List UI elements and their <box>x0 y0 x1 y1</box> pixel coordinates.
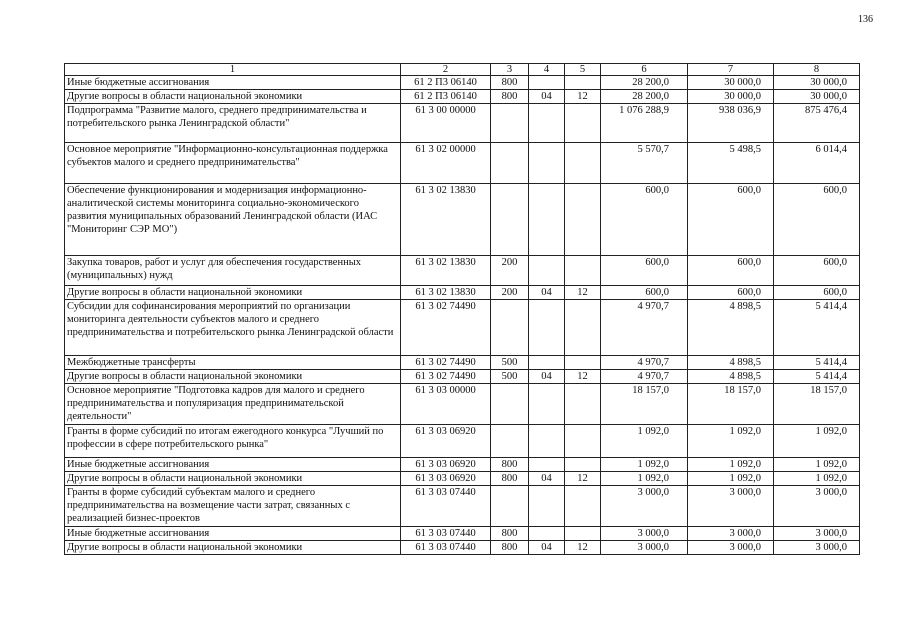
row-code-cell: 61 3 03 07440 <box>401 541 491 555</box>
row-value8-cell: 600,0 <box>774 286 860 300</box>
row-code-cell: 61 2 П3 06140 <box>401 90 491 104</box>
row-vr-cell: 800 <box>491 458 529 472</box>
row-rz-cell <box>529 76 565 90</box>
row-value6-cell: 1 076 288,9 <box>601 104 688 143</box>
row-value6-cell: 4 970,7 <box>601 300 688 356</box>
row-value8-cell: 5 414,4 <box>774 370 860 384</box>
row-code-cell: 61 3 02 13830 <box>401 256 491 286</box>
page-number: 136 <box>858 14 873 25</box>
row-pr-cell <box>565 76 601 90</box>
row-vr-cell <box>491 384 529 425</box>
row-name-cell: Обеспечение функционирования и модернизация информационно-аналитической системы мониторинга социально-экономического развития муниципальных образований Ленинградской области (ИАС "Мониторинг СЭР МО") <box>65 184 401 256</box>
row-rz-cell <box>529 256 565 286</box>
row-value6-cell: 28 200,0 <box>601 76 688 90</box>
row-value6-cell: 4 970,7 <box>601 370 688 384</box>
row-value8-cell: 1 092,0 <box>774 425 860 458</box>
row-value7-cell: 3 000,0 <box>688 541 774 555</box>
table-row <box>65 425 860 458</box>
row-value7-cell: 4 898,5 <box>688 356 774 370</box>
row-value7-cell: 600,0 <box>688 256 774 286</box>
row-rz-cell: 04 <box>529 472 565 486</box>
row-name-cell: Субсидии для софинансирования мероприятий по организации мониторинга деятельности субъектов малого и среднего предпринимательства и потребительского рынка Ленинградской области <box>65 300 401 356</box>
table-row <box>65 104 860 143</box>
row-rz-cell: 04 <box>529 286 565 300</box>
row-rz-cell <box>529 143 565 184</box>
row-rz-cell: 04 <box>529 541 565 555</box>
row-vr-cell: 500 <box>491 370 529 384</box>
row-name-cell: Другие вопросы в области национальной экономики <box>65 541 401 555</box>
header-cell: 7 <box>688 64 774 76</box>
table-row <box>65 356 860 370</box>
row-pr-cell: 12 <box>565 472 601 486</box>
table-row <box>65 541 860 555</box>
row-vr-cell <box>491 143 529 184</box>
row-code-cell: 61 3 02 13830 <box>401 286 491 300</box>
row-vr-cell: 800 <box>491 90 529 104</box>
row-value7-cell: 18 157,0 <box>688 384 774 425</box>
row-vr-cell <box>491 300 529 356</box>
row-name-cell: Другие вопросы в области национальной экономики <box>65 370 401 384</box>
header-cell: 4 <box>529 64 565 76</box>
row-value8-cell: 5 414,4 <box>774 300 860 356</box>
row-value8-cell: 6 014,4 <box>774 143 860 184</box>
row-value7-cell: 1 092,0 <box>688 425 774 458</box>
row-pr-cell <box>565 104 601 143</box>
row-code-cell: 61 3 02 13830 <box>401 184 491 256</box>
row-vr-cell: 800 <box>491 76 529 90</box>
row-rz-cell <box>529 300 565 356</box>
row-code-cell: 61 3 03 06920 <box>401 425 491 458</box>
row-pr-cell <box>565 425 601 458</box>
row-value6-cell: 1 092,0 <box>601 458 688 472</box>
row-vr-cell: 800 <box>491 527 529 541</box>
header-cell: 1 <box>65 64 401 76</box>
row-value6-cell: 3 000,0 <box>601 486 688 527</box>
row-name-cell: Иные бюджетные ассигнования <box>65 458 401 472</box>
row-rz-cell <box>529 425 565 458</box>
row-value6-cell: 28 200,0 <box>601 90 688 104</box>
row-value8-cell: 600,0 <box>774 184 860 256</box>
row-vr-cell <box>491 486 529 527</box>
row-value8-cell: 3 000,0 <box>774 541 860 555</box>
row-value7-cell: 600,0 <box>688 184 774 256</box>
row-value7-cell: 938 036,9 <box>688 104 774 143</box>
row-name-cell: Гранты в форме субсидий по итогам ежегодного конкурса "Лучший по профессии в сфере потребительского рынка" <box>65 425 401 458</box>
row-code-cell: 61 3 03 06920 <box>401 458 491 472</box>
row-code-cell: 61 3 02 00000 <box>401 143 491 184</box>
row-value8-cell: 1 092,0 <box>774 458 860 472</box>
row-value6-cell: 3 000,0 <box>601 527 688 541</box>
row-pr-cell <box>565 256 601 286</box>
row-vr-cell: 800 <box>491 541 529 555</box>
row-name-cell: Основное мероприятие "Подготовка кадров для малого и среднего предпринимательства и популяризация предпринимательской деятельности" <box>65 384 401 425</box>
row-value6-cell: 3 000,0 <box>601 541 688 555</box>
row-rz-cell <box>529 486 565 527</box>
row-rz-cell <box>529 356 565 370</box>
row-value8-cell: 5 414,4 <box>774 356 860 370</box>
row-value6-cell: 4 970,7 <box>601 356 688 370</box>
table-row <box>65 472 860 486</box>
header-cell: 5 <box>565 64 601 76</box>
row-name-cell: Иные бюджетные ассигнования <box>65 527 401 541</box>
row-value8-cell: 30 000,0 <box>774 76 860 90</box>
row-value7-cell: 5 498,5 <box>688 143 774 184</box>
row-code-cell: 61 3 03 00000 <box>401 384 491 425</box>
row-rz-cell <box>529 184 565 256</box>
table-row <box>65 76 860 90</box>
table-row <box>65 90 860 104</box>
row-vr-cell: 800 <box>491 472 529 486</box>
row-value8-cell: 3 000,0 <box>774 486 860 527</box>
row-value6-cell: 5 570,7 <box>601 143 688 184</box>
row-vr-cell: 200 <box>491 286 529 300</box>
row-code-cell: 61 3 00 00000 <box>401 104 491 143</box>
row-code-cell: 61 3 02 74490 <box>401 356 491 370</box>
row-value7-cell: 1 092,0 <box>688 458 774 472</box>
row-value7-cell: 3 000,0 <box>688 486 774 527</box>
row-rz-cell: 04 <box>529 370 565 384</box>
row-code-cell: 61 2 П3 06140 <box>401 76 491 90</box>
header-cell: 6 <box>601 64 688 76</box>
table-row <box>65 370 860 384</box>
row-value8-cell: 3 000,0 <box>774 527 860 541</box>
row-pr-cell: 12 <box>565 370 601 384</box>
row-pr-cell <box>565 143 601 184</box>
row-value6-cell: 600,0 <box>601 256 688 286</box>
row-value7-cell: 1 092,0 <box>688 472 774 486</box>
row-value8-cell: 1 092,0 <box>774 472 860 486</box>
row-value6-cell: 18 157,0 <box>601 384 688 425</box>
row-value7-cell: 30 000,0 <box>688 76 774 90</box>
row-name-cell: Основное мероприятие "Информационно-консультационная поддержка субъектов малого и среднего предпринимательства" <box>65 143 401 184</box>
row-name-cell: Межбюджетные трансферты <box>65 356 401 370</box>
row-value6-cell: 600,0 <box>601 286 688 300</box>
row-rz-cell <box>529 384 565 425</box>
row-value6-cell: 600,0 <box>601 184 688 256</box>
row-vr-cell: 500 <box>491 356 529 370</box>
row-vr-cell <box>491 425 529 458</box>
row-name-cell: Подпрограмма "Развитие малого, среднего предпринимательства и потребительского рынка Ленинградской области" <box>65 104 401 143</box>
row-vr-cell <box>491 184 529 256</box>
row-name-cell: Другие вопросы в области национальной экономики <box>65 286 401 300</box>
table-row <box>65 184 860 256</box>
row-pr-cell: 12 <box>565 90 601 104</box>
row-pr-cell <box>565 356 601 370</box>
row-value7-cell: 4 898,5 <box>688 300 774 356</box>
header-row <box>65 64 860 76</box>
row-pr-cell: 12 <box>565 541 601 555</box>
row-value7-cell: 4 898,5 <box>688 370 774 384</box>
row-value8-cell: 600,0 <box>774 256 860 286</box>
budget-table <box>64 63 860 555</box>
row-code-cell: 61 3 03 07440 <box>401 527 491 541</box>
row-value7-cell: 600,0 <box>688 286 774 300</box>
row-value8-cell: 30 000,0 <box>774 90 860 104</box>
row-rz-cell <box>529 458 565 472</box>
row-vr-cell <box>491 104 529 143</box>
row-value8-cell: 875 476,4 <box>774 104 860 143</box>
row-vr-cell: 200 <box>491 256 529 286</box>
row-pr-cell <box>565 486 601 527</box>
row-code-cell: 61 3 02 74490 <box>401 370 491 384</box>
table-row <box>65 143 860 184</box>
table-row <box>65 458 860 472</box>
row-name-cell: Иные бюджетные ассигнования <box>65 76 401 90</box>
row-value6-cell: 1 092,0 <box>601 472 688 486</box>
row-pr-cell <box>565 300 601 356</box>
table-row <box>65 384 860 425</box>
header-cell: 2 <box>401 64 491 76</box>
row-value8-cell: 18 157,0 <box>774 384 860 425</box>
table-row <box>65 486 860 527</box>
table-row <box>65 300 860 356</box>
row-name-cell: Другие вопросы в области национальной экономики <box>65 472 401 486</box>
row-code-cell: 61 3 02 74490 <box>401 300 491 356</box>
table-row <box>65 256 860 286</box>
table-row <box>65 286 860 300</box>
table-row <box>65 527 860 541</box>
row-value7-cell: 30 000,0 <box>688 90 774 104</box>
row-pr-cell <box>565 527 601 541</box>
row-name-cell: Закупка товаров, работ и услуг для обеспечения государственных (муниципальных) нужд <box>65 256 401 286</box>
row-pr-cell <box>565 184 601 256</box>
row-rz-cell: 04 <box>529 90 565 104</box>
header-cell: 8 <box>774 64 860 76</box>
row-code-cell: 61 3 03 07440 <box>401 486 491 527</box>
row-pr-cell: 12 <box>565 286 601 300</box>
row-rz-cell <box>529 527 565 541</box>
row-name-cell: Гранты в форме субсидий субъектам малого и среднего предпринимательства на возмещение части затрат, связанных с реализацией бизнес-проектов <box>65 486 401 527</box>
row-code-cell: 61 3 03 06920 <box>401 472 491 486</box>
row-value6-cell: 1 092,0 <box>601 425 688 458</box>
header-cell: 3 <box>491 64 529 76</box>
row-name-cell: Другие вопросы в области национальной экономики <box>65 90 401 104</box>
row-pr-cell <box>565 458 601 472</box>
row-value7-cell: 3 000,0 <box>688 527 774 541</box>
row-rz-cell <box>529 104 565 143</box>
row-pr-cell <box>565 384 601 425</box>
